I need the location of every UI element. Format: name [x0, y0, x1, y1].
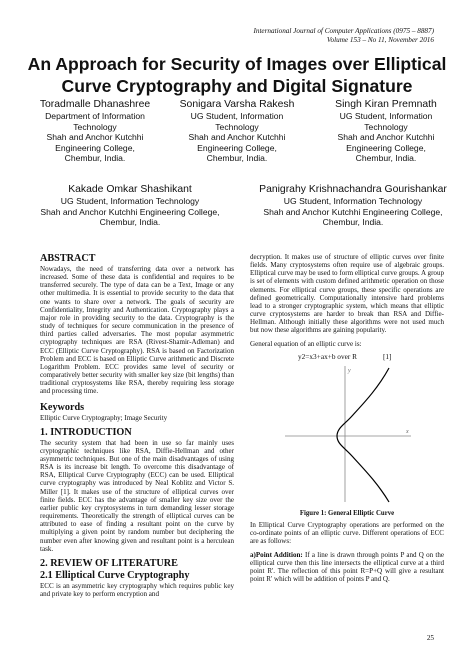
author-block — [20, 183, 240, 228]
y-axis-label: y — [348, 367, 351, 374]
author-affiliation-line: Shah and Anchor Kutchhi Engineering College, — [40, 206, 220, 217]
intro-text: The security system that had been in use so far mainly uses cryptographic techniques like RSA, Diffie-Hellman and other asymmetric techniques. But one of the main disadvantages of using RSA is its increase bit length. To overcome this disadvantage of RSA, Elliptical Curve Cryptography (ECC) can be used. Elliptical curve cryptography was introduced by Neal Koblitz and Victor S. Miller [1]. It makes use of the structure of elliptical curves over finite fields. ECC has the advantage of smaller key size over the earlier public key cryptosystems in turn demanding lesser storage requirements. Theoretically the strength of elliptical curves can be attributed to ease of finding a resultant point on the curve by multiplying a given point by random number but deciphering the number even after knowing given and resultant point is a herculean task. — [40, 438, 234, 553]
page-number: 25 — [426, 634, 434, 642]
equation-number: [1] — [382, 351, 392, 361]
author-block — [316, 98, 456, 164]
author-affiliation-line: Department of Information — [45, 111, 145, 121]
author-affiliation-line: Engineering College, — [55, 142, 135, 153]
author-block — [242, 183, 464, 228]
x-axis-label: x — [406, 428, 409, 435]
author-affiliation-line: UG Student, Information Technology — [60, 196, 200, 206]
journal-header — [253, 27, 434, 45]
equation — [250, 353, 444, 361]
author-name: Toradmalle Dhanashree — [39, 99, 151, 110]
journal-volume: Volume 153 – No 11, November 2016 — [326, 36, 434, 44]
author-name: Sonigara Varsha Rakesh — [179, 99, 295, 110]
intro-heading: 1. INTRODUCTION — [40, 426, 132, 438]
journal-name: International Journal of Computer Applications (0975 – 8887) — [253, 27, 434, 35]
left-column — [40, 253, 234, 598]
review-subheading: 2.1 Elliptical Curve Cryptography — [40, 569, 190, 581]
elliptic-curve-plot — [285, 364, 415, 504]
point-addition-label: a)Point Addition: — [250, 550, 303, 559]
review-text: ECC is an asymmetric key cryptography which requires public key and private key to perform encryption and — [40, 581, 234, 598]
author-affiliation-line: Chembur, India. — [64, 153, 126, 164]
author-affiliation-line: Technology — [73, 121, 117, 132]
author-name: Kakade Omkar Shashikant — [68, 184, 192, 195]
author-affiliation-line: Engineering College, — [197, 142, 277, 153]
figure-caption: Figure 1: General Elliptic Curve — [299, 509, 395, 517]
author-affiliation-line: Chembur, India. — [322, 217, 384, 228]
right-column — [250, 253, 444, 583]
author-affiliation-line: Shah and Anchor Kutchhi — [188, 132, 286, 143]
author-affiliation-line: UG Student, Information Technology — [283, 196, 423, 206]
author-name: Singh Kiran Premnath — [335, 99, 437, 110]
author-name: Panigrahy Krishnachandra Gourishankar — [259, 184, 447, 195]
abstract-text: Nowadays, the need of transferring data over a network has increased. Some of these data is confidential and requires to be transferred securely. The type of data can be a Text, Image or any other multimedia. It is essential to provide security to the data that one wants to share over a network. The goals of security are Confidentiality, Integrity and Authentication. Cryptography plays a major role in providing security to the data. Cryptography is the study of techniques for secure communication in the presence of third parties called adversaries. The most popular asymmetric cryptography techniques are RSA (Rivest-Shamir-Adleman) and ECC (Elliptic Curve Cryptography). RSA is based on Factorization Problem and ECC is based on Elliptic Curve arithmetic and Discrete Logarithm Problem. ECC provides same level of security or comparatively better security with smaller key size (bit lengths) than traditional cryptosystems like RSA, thereby requiring less storage and processing time. — [40, 265, 234, 396]
author-affiliation-line: Technology — [215, 121, 259, 132]
author-block — [166, 98, 308, 164]
equation-text: y2=x3+ax+b over R — [298, 351, 357, 361]
elliptic-curve-figure — [285, 364, 415, 504]
author-affiliation-line: Engineering College, — [346, 142, 426, 153]
abstract-heading: ABSTRACT — [40, 253, 96, 264]
keywords-text: Elliptic Curve Cryptography; Image Security — [40, 413, 168, 422]
author-affiliation-line: Shah and Anchor Kutchhi — [46, 132, 144, 143]
author-affiliation-line: Technology — [364, 121, 408, 132]
author-affiliation-line: Chembur, India. — [355, 153, 417, 164]
author-block — [20, 98, 170, 164]
author-affiliation-line: Chembur, India. — [99, 217, 161, 228]
author-affiliation-line: UG Student, Information — [339, 111, 433, 121]
body-paragraph: decryption. It makes use of structure of elliptic curves over finite fields. Many cryptosystems often require use of algebraic groups. Elliptical curve may be used to form elliptical curve groups. A group is set of elements with custom defined arithmetic operation on those elements. For elliptical curve groups, these specific operations are defined geometrically. Computationally intensive hard problems lead to a stronger cryptographic system, which means that elliptic curve cryptosystems are harder to break than RSA and Diffie-Hellman. Although initially these algorithms were not used much but now these algorithms are gaining popularity. — [250, 253, 444, 335]
point-addition-paragraph — [250, 551, 444, 584]
review-heading: 2. REVIEW OF LITERATURE — [40, 557, 178, 569]
author-affiliation-line: Shah and Anchor Kutchhi — [337, 132, 435, 143]
body-paragraph: General equation of an elliptic curve is: — [250, 339, 362, 348]
body-paragraph: In Elliptical Curve Cryptography operations are performed on the co-ordinate points of an elliptic curve. Different operations of ECC are as follows: — [250, 521, 444, 546]
paper-title: An Approach for Security of Images over Elliptical Curve Cryptography and Digital Signature — [27, 54, 447, 96]
author-affiliation-line: Shah and Anchor Kutchhi Engineering College, — [263, 206, 443, 217]
point-addition-text: If a line is drawn through points P and Q on the elliptical curve then this line intersects the elliptical curve at a third point R'. The reflection of this point R=P+Q will give a resultant point R' which will be addition of points P and Q. — [250, 550, 444, 583]
author-affiliation-line: UG Student, Information — [190, 111, 284, 121]
keywords-heading: Keywords — [40, 401, 85, 413]
author-affiliation-line: Chembur, India. — [206, 153, 268, 164]
